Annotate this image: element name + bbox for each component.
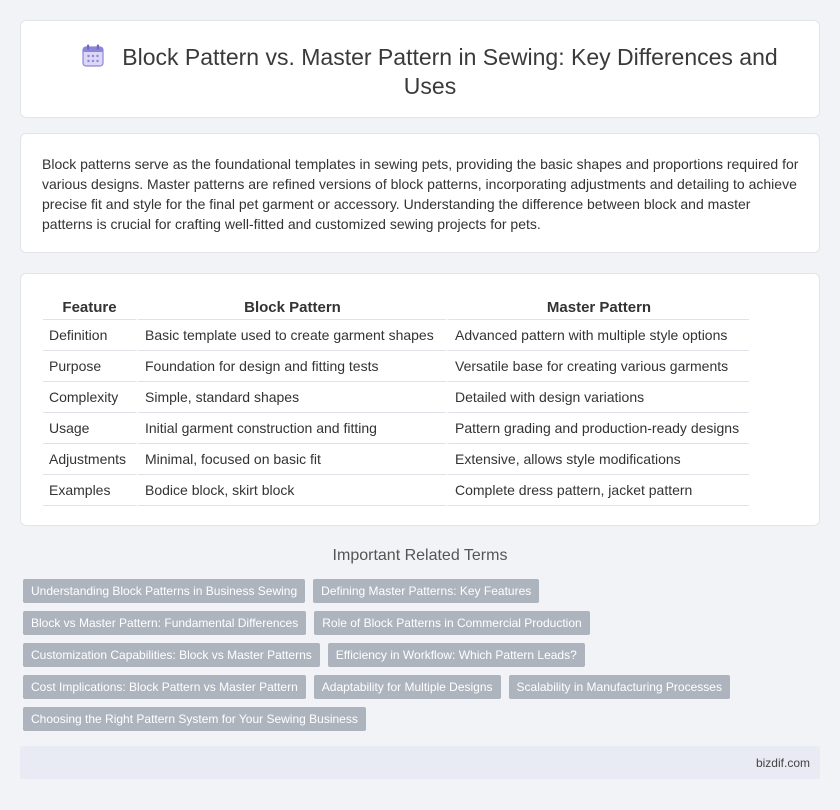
related-term-tag[interactable]: Defining Master Patterns: Key Features (313, 579, 539, 603)
related-term-tag[interactable]: Efficiency in Workflow: Which Pattern Leads? (328, 643, 585, 667)
master-cell: Complete dress pattern, jacket pattern (446, 475, 749, 506)
related-term-tag[interactable]: Scalability in Manufacturing Processes (509, 675, 730, 699)
tag-row (23, 675, 803, 699)
related-term-tag[interactable]: Adaptability for Multiple Designs (314, 675, 501, 699)
master-cell: Extensive, allows style modifications (446, 444, 749, 475)
feature-cell: Examples (43, 475, 136, 506)
feature-cell: Complexity (43, 382, 136, 413)
table-header-row (43, 293, 749, 320)
comparison-table (43, 293, 749, 506)
page-title: Block Pattern vs. Master Pattern in Sewing: Key Differences and Uses (122, 44, 778, 99)
related-terms-list (23, 579, 803, 739)
master-cell: Advanced pattern with multiple style options (446, 320, 749, 351)
page-title-wrap (61, 43, 799, 101)
related-term-tag[interactable]: Understanding Block Patterns in Business Sewing (23, 579, 305, 603)
related-term-tag[interactable]: Choosing the Right Pattern System for Your Sewing Business (23, 707, 366, 731)
master-cell: Versatile base for creating various garments (446, 351, 749, 382)
table-row (43, 351, 749, 382)
table-row (43, 413, 749, 444)
block-cell: Foundation for design and fitting tests (136, 351, 446, 382)
column-header-block: Block Pattern (136, 293, 446, 320)
feature-cell: Definition (43, 320, 136, 351)
block-cell: Basic template used to create garment shapes (136, 320, 446, 351)
related-term-tag[interactable]: Customization Capabilities: Block vs Master Patterns (23, 643, 320, 667)
related-term-tag[interactable]: Block vs Master Pattern: Fundamental Differences (23, 611, 306, 635)
tag-row (23, 579, 803, 603)
column-header-master: Master Pattern (446, 293, 749, 320)
block-cell: Bodice block, skirt block (136, 475, 446, 506)
header-card (20, 20, 820, 118)
footer-bar (20, 746, 820, 779)
tag-row (23, 707, 803, 731)
tag-row (23, 643, 803, 667)
related-terms-heading: Important Related Terms (332, 547, 508, 564)
feature-cell: Purpose (43, 351, 136, 382)
block-cell: Simple, standard shapes (136, 382, 446, 413)
related-term-tag[interactable]: Role of Block Patterns in Commercial Production (314, 611, 589, 635)
feature-cell: Adjustments (43, 444, 136, 475)
site-credit[interactable]: bizdif.com (755, 756, 810, 770)
tag-row (23, 611, 803, 635)
table-row (43, 320, 749, 351)
intro-card (20, 133, 820, 253)
master-cell: Pattern grading and production-ready designs (446, 413, 749, 444)
table-row (43, 444, 749, 475)
master-cell: Detailed with design variations (446, 382, 749, 413)
related-term-tag[interactable]: Cost Implications: Block Pattern vs Master Pattern (23, 675, 306, 699)
feature-cell: Usage (43, 413, 136, 444)
block-cell: Initial garment construction and fitting (136, 413, 446, 444)
intro-paragraph: Block patterns serve as the foundational templates in sewing pets, providing the basic shapes and proportions required for various designs. Master patterns are refined versions of block patterns, incorporating adjustments and detailing to achieve precise fit and style for the final pet garment or accessory. Understanding the difference between block and master patterns is crucial for crafting well-fitted and customized sewing projects for pets. (42, 156, 799, 232)
block-cell: Minimal, focused on basic fit (136, 444, 446, 475)
table-row (43, 475, 749, 506)
column-header-feature: Feature (43, 293, 136, 320)
table-row (43, 382, 749, 413)
comparison-card (20, 273, 820, 526)
calendar-icon (82, 44, 104, 68)
